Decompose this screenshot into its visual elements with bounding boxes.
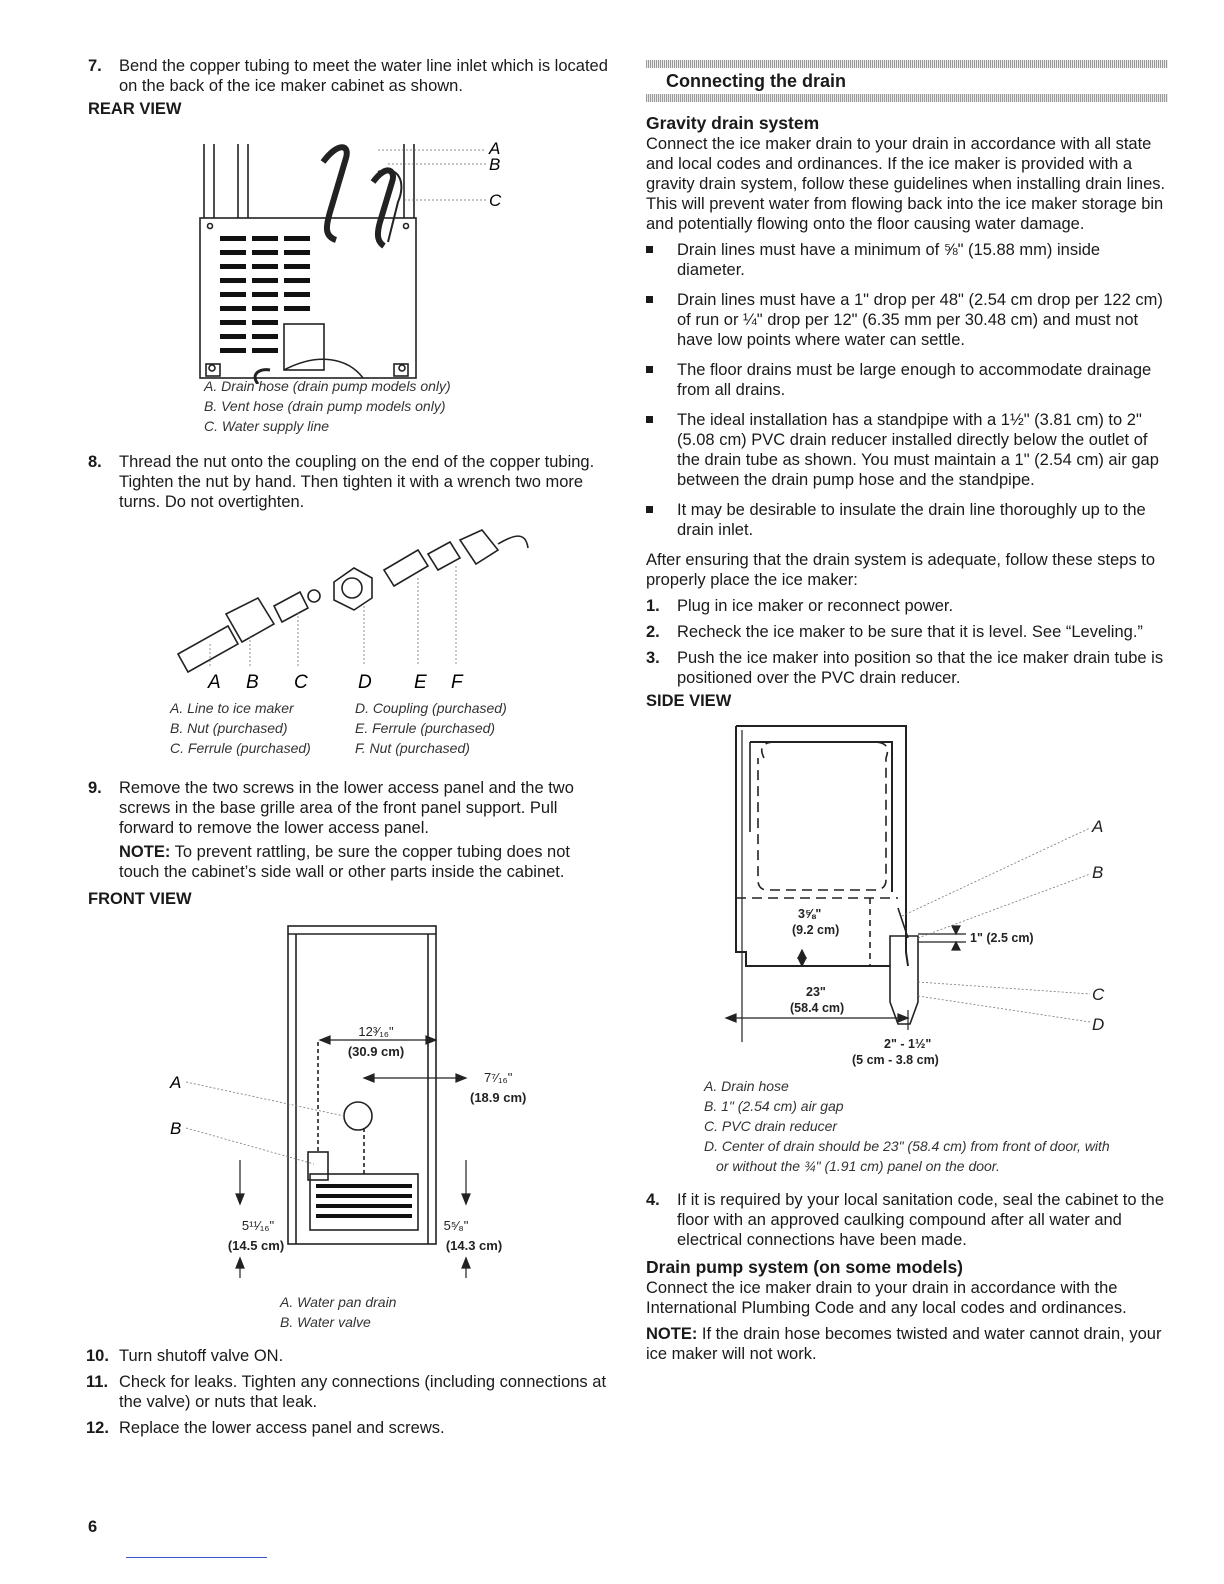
note-9 [88,842,608,882]
front-caption: A. Water pan drain [280,1294,397,1310]
rear-label-a: A [489,139,501,158]
step-10 [88,1346,608,1366]
front-dim: 5⁵⁄₈" [443,1218,469,1233]
front-label-a: A [170,1073,182,1092]
rear-caption: B. Vent hose (drain pump models only) [204,398,446,414]
pump-note [646,1324,1168,1364]
front-dim: 12³⁄₁₆" [358,1024,394,1039]
step-text: Replace the lower access panel and screws. [119,1419,445,1437]
step-number: 1. [646,597,660,615]
side-view-title: SIDE VIEW [646,692,732,710]
side-dim: 2" - 1½" [884,1037,932,1051]
rear-caption: C. Water supply line [204,418,330,434]
step-7 [88,56,608,96]
step-12 [88,1418,608,1438]
placement-step [646,596,1168,616]
after-text: After ensuring that the drain system is adequate, follow these steps to properly place the ice maker: [646,551,1156,589]
side-caption: D. Center of drain should be 23" (58.4 cm) from front of door, with or without the ¾" (1.91 cm) panel on the door. [704,1138,1110,1174]
coupling-caption: D. Coupling (purchased) [355,700,507,716]
step-11 [88,1372,608,1412]
bullet-icon [646,366,653,373]
gravity-intro: Connect the ice maker drain to your drain in accordance with all state and local codes and ordinances. If the ice maker is provided with a gravity drain system, follow these guidelines when installing drain lines. This will prevent water from flowing back into the ice maker storage bin and potentially flowing onto the floor causing water damage. [646,135,1166,233]
note-label: NOTE: [119,843,171,861]
bullet-text: Drain lines must have a 1" drop per 48" (2.54 cm drop per 122 cm) of run or ¼" drop per 12" (6.35 mm per 30.48 cm) and must not have low points where water can settle. [677,291,1163,349]
front-dim: 5¹¹⁄₁₆" [241,1218,275,1233]
front-dim: (30.9 cm) [347,1044,405,1059]
bullet-item [646,290,1168,350]
gravity-title: Gravity drain system [646,113,820,133]
front-dim: 7⁷⁄₁₆" [484,1070,513,1085]
bullet-text: The floor drains must be large enough to accommodate drainage from all drains. [677,361,1152,399]
bullet-icon [646,246,653,253]
side-caption: C. PVC drain reducer [704,1118,838,1134]
step-number: 7. [88,57,102,75]
bullet-item [646,240,1168,280]
coupling-caption: F. Nut (purchased) [355,740,470,756]
section-title: Connecting the drain [666,71,846,91]
step-number: 4. [646,1191,660,1209]
side-label-b: B [1092,863,1104,882]
step-text: Turn shutoff valve ON. [119,1347,284,1365]
side-label-a: A [1092,817,1104,836]
bullet-item [646,360,1168,400]
side-dim: (58.4 cm) [790,1001,845,1015]
front-dim: (18.9 cm) [470,1090,527,1105]
side-dim: 1" (2.5 cm) [970,931,1034,945]
step-8 [88,452,608,512]
footer-rule [126,1557,267,1558]
front-caption: B. Water valve [280,1314,371,1330]
rear-label-c: C [489,191,502,210]
bullet-item [646,500,1168,540]
side-label-d: D [1092,1015,1105,1034]
step-number: 12. [86,1419,109,1437]
step-number: 10. [86,1347,109,1365]
step-text: Remove the two screws in the lower access panel and the two screws in the base grille area of the front panel support. Pull forward to remove the lower access panel. [119,779,574,837]
bullet-text: The ideal installation has a standpipe with a 1½" (3.81 cm) to 2" (5.08 cm) PVC drain reducer installed directly below the outlet of the drain tube as shown. You must maintain a 1" (2.54 cm) air gap between the drain pump hose and the standpipe. [677,411,1159,489]
coupling-caption: E. Ferrule (purchased) [355,720,496,736]
note-text: If the drain hose becomes twisted and water cannot drain, your ice maker will not work. [646,1325,1162,1363]
pump-text: Connect the ice maker drain to your drain in accordance with the International Plumbing Code and any local codes and ordinances. [646,1279,1127,1317]
pump-title: Drain pump system (on some models) [646,1257,964,1277]
side-dim: (9.2 cm) [792,923,840,937]
front-view-figure [88,912,608,1302]
rear-view-title: REAR VIEW [88,100,182,118]
step-text: Thread the nut onto the coupling on the end of the copper tubing. Tighten the nut by hand. Then tighten it with a wrench two more turns. Do not overtighten. [119,453,595,511]
coupling-label: C [294,672,308,693]
step-text: If it is required by your local sanitation code, seal the cabinet to the floor with an approved caulking compound after all water and electrical connections have been made. [677,1191,1165,1249]
side-view-figure [646,712,1168,1084]
right-column [646,60,1168,1364]
side-label-c: C [1092,985,1105,1004]
coupling-caption: B. Nut (purchased) [170,720,288,736]
step-number: 3. [646,649,660,667]
coupling-caption: A. Line to ice maker [170,700,294,716]
step-number: 8. [88,453,102,471]
bullet-icon [646,506,653,513]
note-text: To prevent rattling, be sure the copper tubing does not touch the cabinet’s side wall or other parts inside the cabinet. [119,843,570,881]
step-number: 9. [88,779,102,797]
bullet-icon [646,296,653,303]
coupling-captions [88,698,608,758]
coupling-label: D [358,672,372,693]
side-dim: 23" [806,985,826,999]
section-rule [646,60,1168,68]
placement-step [646,622,1168,642]
page-number: 6 [88,1518,98,1536]
step-9 [88,778,608,838]
bullet-text: It may be desirable to insulate the drain line thoroughly up to the drain inlet. [677,501,1146,539]
side-caption: B. 1" (2.54 cm) air gap [704,1098,844,1114]
bullet-item [646,410,1168,490]
front-dim: (14.3 cm) [445,1238,503,1253]
rear-label-b: B [489,155,501,174]
bullet-text: Drain lines must have a minimum of ⅝" (15.88 mm) inside diameter. [677,241,1101,279]
step-number: 2. [646,623,660,641]
side-caption: A. Drain hose [704,1078,789,1094]
placement-step-4 [646,1190,1168,1250]
rear-caption: A. Drain hose (drain pump models only) [204,378,451,394]
step-text: Check for leaks. Tighten any connections (including connections at the valve) or nuts that leak. [119,1373,607,1411]
left-column [88,56,608,1444]
note-label: NOTE: [646,1325,698,1343]
front-label-b: B [170,1119,182,1138]
step-text: Plug in ice maker or reconnect power. [677,597,954,615]
side-dim: 3⅝" [798,907,822,921]
coupling-label: A [208,672,221,693]
coupling-label: F [451,672,463,693]
front-view-title: FRONT VIEW [88,890,192,908]
step-text: Recheck the ice maker to be sure that it is level. See “Leveling.” [677,623,1143,641]
bullet-icon [646,416,653,423]
section-rule [646,94,1168,102]
step-number: 11. [86,1373,109,1391]
placement-step [646,648,1168,688]
coupling-caption: C. Ferrule (purchased) [170,740,311,756]
coupling-label: B [246,672,259,693]
coupling-label: E [414,672,427,693]
front-dim: (14.5 cm) [227,1238,285,1253]
step-text: Push the ice maker into position so that the ice maker drain tube is positioned over the PVC drain reducer. [677,649,1164,687]
side-dim: (5 cm - 3.8 cm) [852,1053,939,1067]
coupling-figure [88,526,608,694]
rear-view-figure [88,122,608,384]
step-text: Bend the copper tubing to meet the water line inlet which is located on the back of the ice maker cabinet as shown. [119,57,608,95]
